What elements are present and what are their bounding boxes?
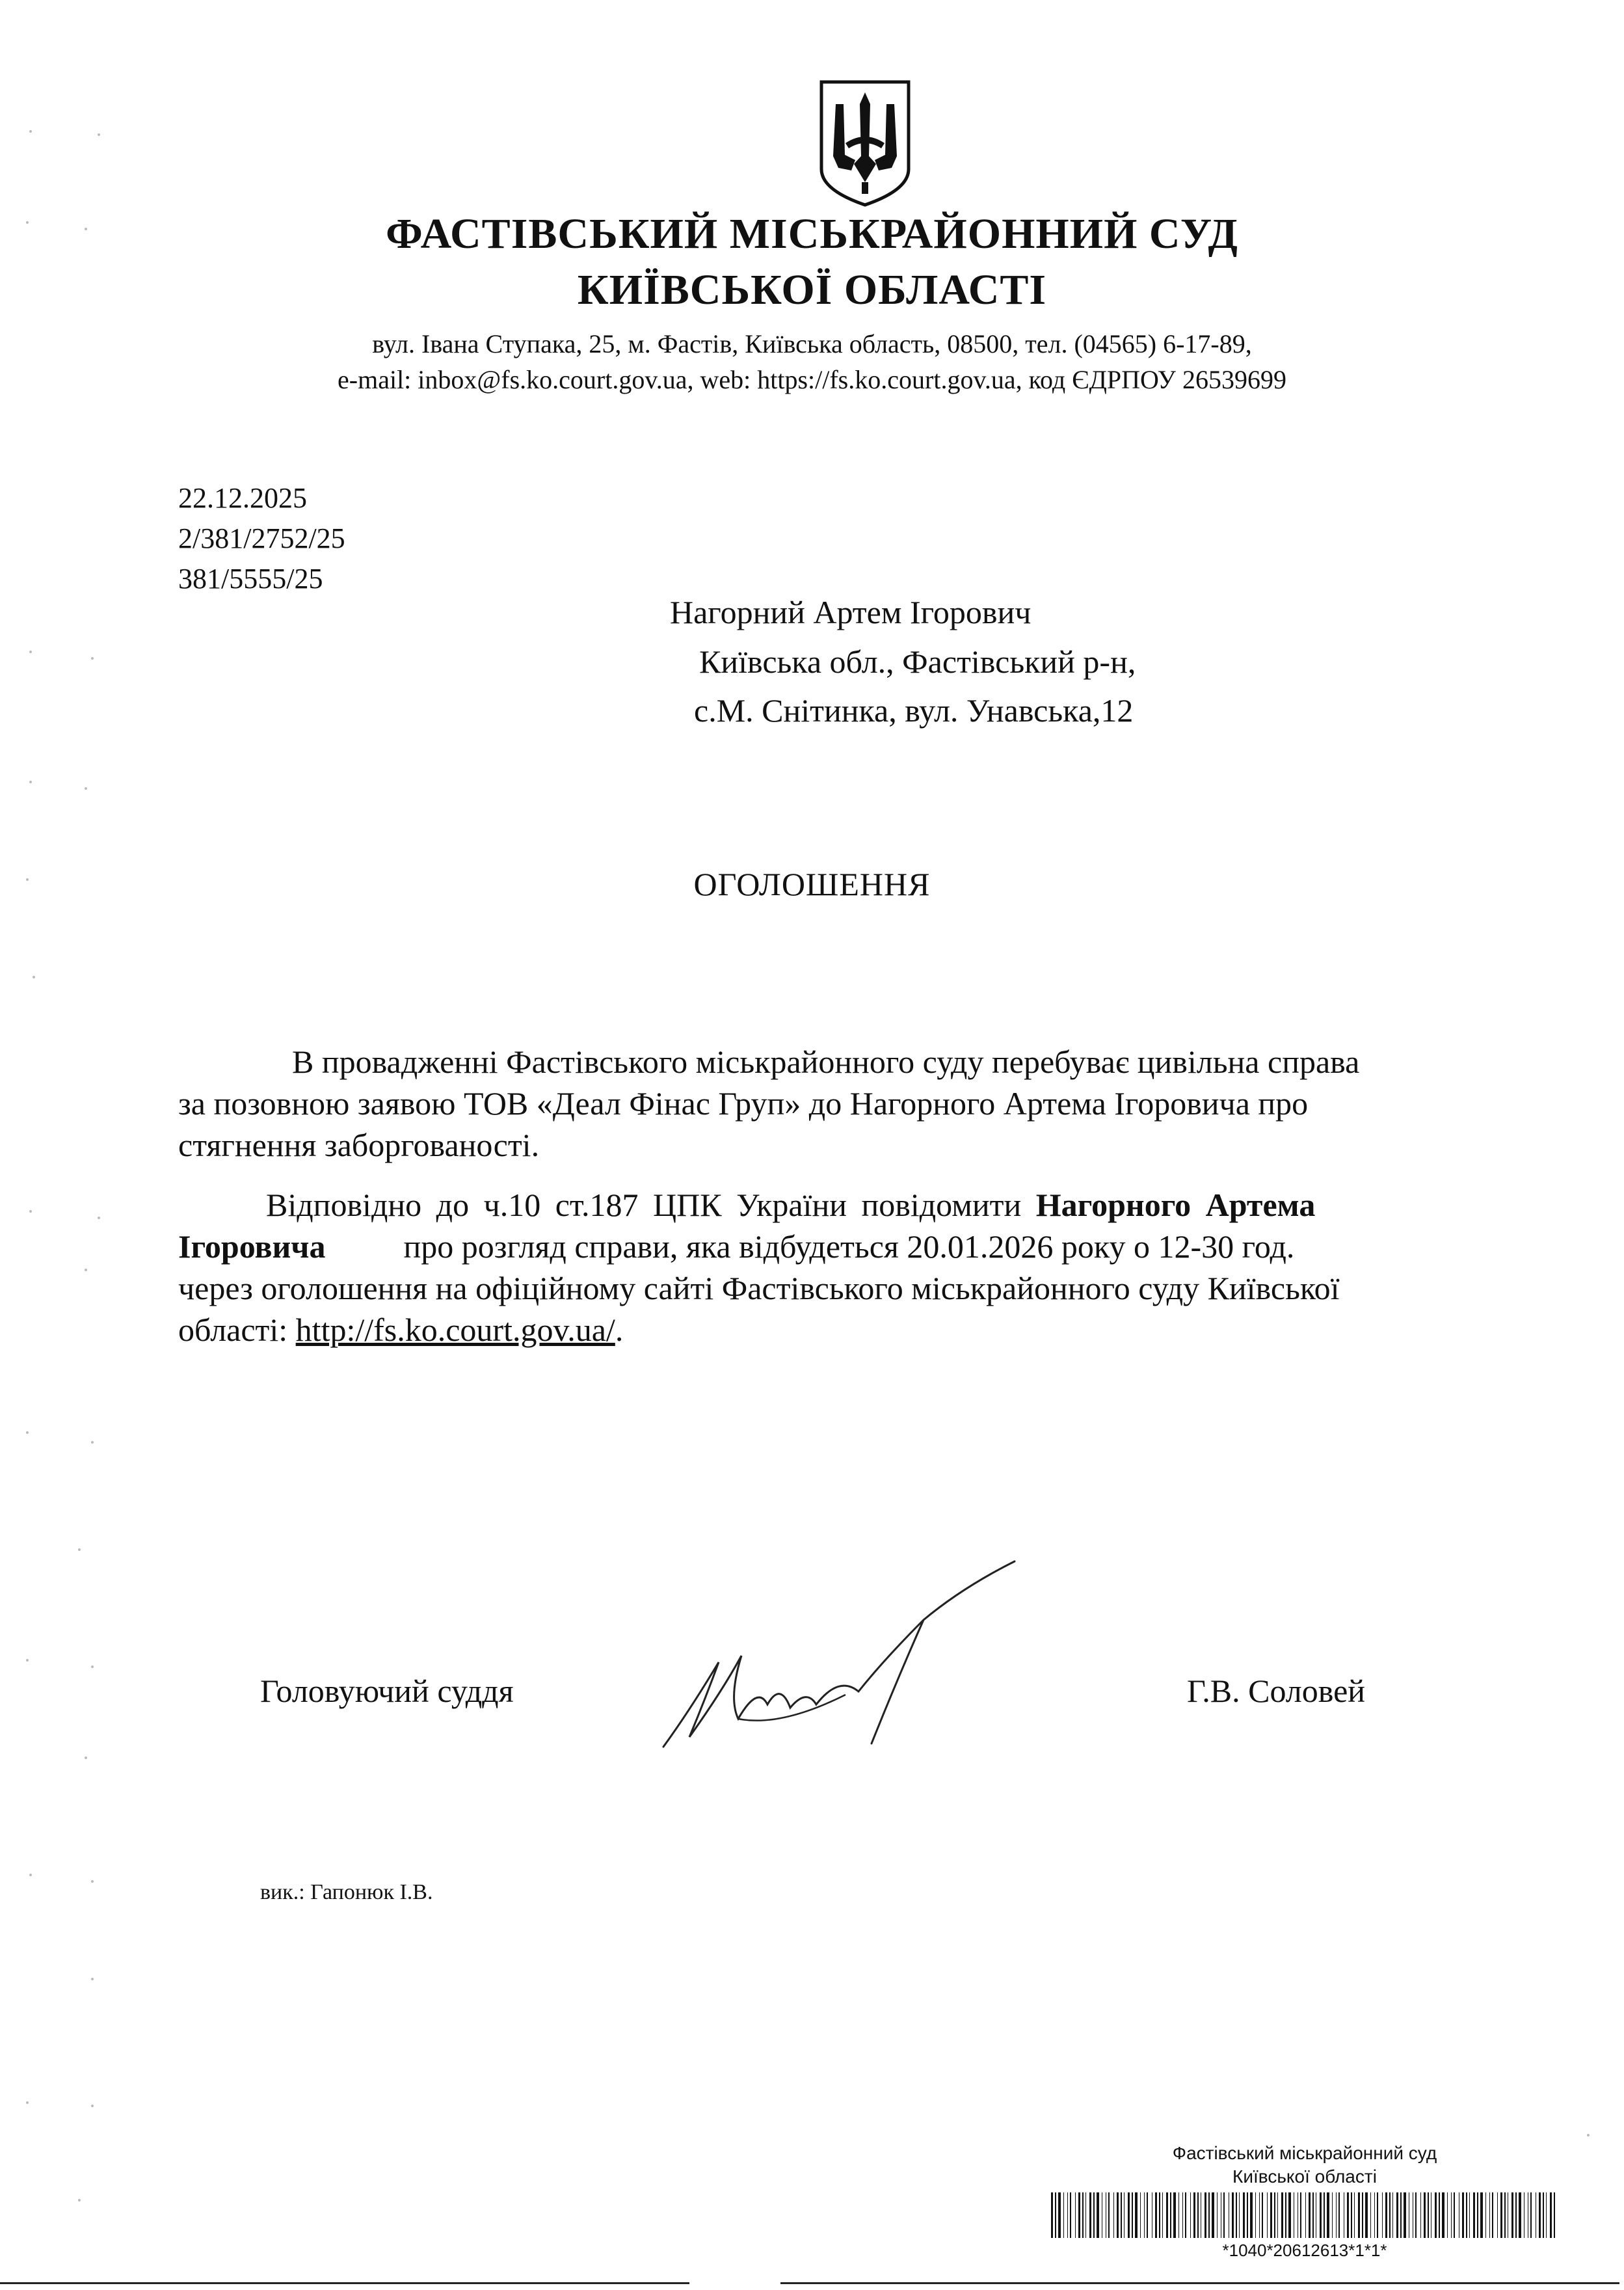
barcode-bar	[1281, 2192, 1283, 2238]
barcode-bar	[1347, 2192, 1349, 2238]
scan-dot	[85, 1269, 87, 1271]
scan-dot	[29, 781, 32, 783]
barcode-bar	[1217, 2192, 1218, 2238]
barcode-bar	[1063, 2192, 1064, 2238]
barcode-bar	[1485, 2192, 1486, 2238]
barcode-bar	[1132, 2192, 1133, 2238]
barcode-bar	[1428, 2192, 1429, 2238]
notice-p2-line4-start: області:	[178, 1312, 296, 1348]
barcode-bar	[1243, 2192, 1245, 2238]
case-number: 381/5555/25	[178, 563, 323, 595]
outgoing-number: 2/381/2752/25	[178, 522, 345, 554]
notice-paragraph-1	[178, 1041, 1546, 1166]
barcode-bar	[1085, 2192, 1086, 2238]
recipient-address-line2: с.М. Снітинка, вул. Унавська,12	[694, 692, 1134, 729]
barcode-bar	[1497, 2192, 1498, 2238]
barcode-bar	[1089, 2192, 1091, 2238]
scan-dot	[85, 787, 87, 790]
executor-note: вик.: Гапонюк І.В.	[260, 1880, 433, 1904]
barcode-bar	[1377, 2192, 1378, 2238]
barcode-bar	[1400, 2192, 1402, 2238]
barcode-bar	[1055, 2192, 1056, 2238]
defendant-patronymic-bold: Ігоровича	[178, 1228, 326, 1265]
barcode-bar	[1451, 2192, 1452, 2238]
coat-of-arms-icon	[816, 78, 914, 208]
recipient-address-line1: Київська обл., Фастівський р-н,	[699, 643, 1136, 680]
barcode-bar	[1385, 2192, 1387, 2238]
barcode-bar	[1135, 2192, 1138, 2238]
notice-p1-line1: В провадженні Фастівського міськрайонного суду перебуває цивільна справа	[292, 1044, 1360, 1080]
barcode-bar	[1300, 2192, 1301, 2238]
barcode-bar	[1113, 2192, 1114, 2238]
barcode-bar	[1511, 2192, 1513, 2238]
barcode-bar	[1435, 2192, 1437, 2238]
barcode-bar	[1466, 2192, 1467, 2238]
scan-dot	[26, 1431, 29, 1434]
document-date: 22.12.2025	[178, 482, 307, 514]
barcode-bar	[1190, 2192, 1191, 2238]
barcode-bar	[1389, 2192, 1391, 2238]
barcode-bar	[1236, 2192, 1237, 2238]
court-name-line1: ФАСТІВСЬКИЙ МІСЬКРАЙОННИЙ СУД	[386, 210, 1238, 258]
barcode-bar	[1178, 2192, 1179, 2238]
barcode-bar	[1255, 2192, 1256, 2238]
notice-p1-line3: стягнення заборгованості.	[178, 1127, 540, 1163]
court-name-line2: КИЇВСЬКОЇ ОБЛАСТІ	[577, 266, 1047, 314]
barcode-bar	[1205, 2192, 1206, 2238]
barcode-bar	[1515, 2192, 1517, 2238]
barcode-bar	[1212, 2192, 1214, 2238]
barcode-bar	[1262, 2192, 1263, 2238]
barcode-bar	[1554, 2192, 1555, 2238]
court-contact-line1: вул. Івана Ступака, 25, м. Фастів, Київська область, 08500, тел. (04565) 6-17-89,	[372, 329, 1252, 358]
barcode-bar	[1173, 2192, 1176, 2238]
barcode-bar	[1097, 2192, 1099, 2238]
scan-dot	[26, 221, 29, 224]
barcode-bar	[1128, 2192, 1130, 2238]
barcode-bar	[1166, 2192, 1168, 2238]
barcode-bar	[1530, 2192, 1532, 2238]
barcode-bar	[1327, 2192, 1329, 2238]
scan-dot	[85, 1757, 87, 1759]
barcode-bar	[1492, 2192, 1493, 2238]
barcode-bar	[1382, 2192, 1383, 2238]
barcode-bar	[1462, 2192, 1464, 2238]
scan-dot	[29, 1874, 32, 1876]
barcode-bar	[1447, 2192, 1448, 2238]
barcode-bar	[1324, 2192, 1325, 2238]
judge-name: Г.В. Соловей	[1187, 1673, 1366, 1709]
barcode-bar	[1259, 2192, 1260, 2238]
barcode-bar	[1121, 2192, 1122, 2238]
barcode-bar	[1480, 2192, 1483, 2238]
barcode-bar	[1078, 2192, 1080, 2238]
barcode-bar	[1365, 2192, 1368, 2238]
court-contact-line2: e-mail: inbox@fs.ko.court.gov.ua, web: https://fs.ko.court.gov.ua, код ЄДРПОУ 26539699	[338, 365, 1286, 394]
recipient-name: Нагорний Артем Ігорович	[670, 594, 1032, 630]
barcode-bar	[1354, 2192, 1355, 2238]
scan-dot	[98, 133, 100, 136]
scan-dot	[91, 1978, 94, 1980]
barcode-bar	[1274, 2192, 1275, 2238]
scan-dot	[1587, 2134, 1590, 2136]
barcode-bar	[1415, 2192, 1417, 2238]
barcode-bar	[1519, 2192, 1521, 2238]
scan-dot	[98, 1217, 100, 1219]
barcode-bar	[1239, 2192, 1240, 2238]
scan-bottom-line-right	[780, 2282, 1619, 2284]
notice-p2-line2-rest: про розгляд справи, яка відбудеться 20.01.2026 року о 12-30 год.	[403, 1228, 1295, 1265]
barcode-bar	[1267, 2192, 1268, 2238]
barcode-bar	[1247, 2192, 1248, 2238]
scan-dot	[85, 228, 87, 230]
scan-dot	[26, 2101, 29, 2104]
barcode-bar	[1124, 2192, 1125, 2238]
barcode-bar	[1358, 2192, 1360, 2238]
barcode-bar	[1058, 2192, 1061, 2238]
court-stamp-line1: Фастівський міськрайонний суд	[1172, 2143, 1437, 2163]
scan-dot	[33, 976, 35, 978]
court-website-link[interactable]: http://fs.ko.court.gov.ua/	[295, 1312, 615, 1348]
barcode-bar	[1093, 2192, 1095, 2238]
barcode-bar	[1108, 2192, 1110, 2238]
barcode-bar	[1439, 2192, 1440, 2238]
barcode-bar	[1197, 2192, 1199, 2238]
barcode-bar	[1374, 2192, 1375, 2238]
barcode-bar	[1404, 2192, 1406, 2238]
barcode-bar	[1208, 2192, 1210, 2238]
court-stamp-line2: Київської області	[1232, 2166, 1377, 2187]
barcode-bar	[1550, 2192, 1552, 2238]
barcode-bar	[1270, 2192, 1272, 2238]
barcode-bar	[1424, 2192, 1426, 2238]
scan-dot	[91, 657, 94, 660]
scan-dot	[91, 1665, 94, 1668]
scan-dot	[91, 1880, 94, 1883]
scan-dot	[29, 130, 32, 133]
scan-dot	[26, 1659, 29, 1662]
barcode-bar	[1170, 2192, 1171, 2238]
barcode-bar	[1051, 2192, 1053, 2238]
scan-dot	[91, 1441, 94, 1444]
document-meta	[178, 478, 345, 599]
barcode-text: *1040*20612613*1*1*	[1222, 2241, 1387, 2260]
notice-paragraph-2	[178, 1184, 1546, 1351]
barcode-bar	[1332, 2192, 1333, 2238]
barcode-bar	[1193, 2192, 1195, 2238]
barcode-bar	[1140, 2192, 1141, 2238]
barcode-bar	[1543, 2192, 1544, 2238]
barcode-bar	[1370, 2192, 1371, 2238]
barcode-bar	[1477, 2192, 1478, 2238]
barcode-bar	[1309, 2192, 1311, 2238]
barcode-icon	[1051, 2192, 1558, 2238]
barcode-bar	[1442, 2192, 1444, 2238]
barcode-bar	[1250, 2192, 1253, 2238]
barcode-bar	[1504, 2192, 1506, 2238]
barcode-bar	[1539, 2192, 1541, 2238]
scan-dot	[91, 2105, 94, 2107]
barcode-bar	[1117, 2192, 1119, 2238]
barcode-bar	[1147, 2192, 1148, 2238]
barcode-bar	[1277, 2192, 1278, 2238]
barcode-bar	[1489, 2192, 1490, 2238]
barcode-bar	[1500, 2192, 1502, 2238]
scan-dot	[78, 2199, 81, 2202]
barcode-bar	[1144, 2192, 1145, 2238]
barcode-bar	[1362, 2192, 1363, 2238]
barcode-bar	[1075, 2192, 1076, 2238]
notice-p2-line1-start: Відповідно до ч.10 ст.187 ЦПК України повідомити	[266, 1187, 1036, 1223]
notice-p1-line2: за позовною заявою ТОВ «Деал Фінас Груп» до Нагорного Артема Ігоровича про	[178, 1085, 1309, 1122]
barcode-bar	[1162, 2192, 1163, 2238]
signature-position: Головуючий суддя	[260, 1673, 514, 1709]
barcode-bar	[1232, 2192, 1234, 2238]
scan-dot	[78, 1548, 81, 1551]
barcode-bar	[1392, 2192, 1393, 2238]
notice-p2-line4-end: .	[615, 1312, 624, 1348]
scan-dot	[29, 651, 32, 653]
notice-title: ОГОЛОШЕННЯ	[693, 866, 931, 902]
barcode-bar	[1155, 2192, 1157, 2238]
barcode-bar	[1185, 2192, 1186, 2238]
defendant-name-bold: Нагорного Артема	[1035, 1187, 1316, 1223]
barcode-bar	[1469, 2192, 1470, 2238]
barcode-bar	[1285, 2192, 1286, 2238]
barcode-bar	[1223, 2192, 1225, 2238]
barcode-bar	[1305, 2192, 1306, 2238]
scan-bottom-line	[0, 2282, 689, 2284]
barcode-bar	[1082, 2192, 1084, 2238]
barcode-bar	[1396, 2192, 1398, 2238]
barcode-bar	[1312, 2192, 1314, 2238]
scan-dot	[26, 878, 29, 881]
barcode-bar	[1067, 2192, 1068, 2238]
barcode-bar	[1546, 2192, 1547, 2238]
scan-dot	[29, 1210, 32, 1213]
barcode-bar	[1473, 2192, 1475, 2238]
barcode-bar	[1338, 2192, 1340, 2238]
handwritten-signature	[650, 1548, 1067, 1763]
barcode-bar	[1320, 2192, 1322, 2238]
notice-p2-line3: через оголошення на офіційному сайті Фастівського міськрайонного суду Київської	[178, 1270, 1340, 1306]
barcode-bar	[1454, 2192, 1455, 2238]
barcode-bar	[1182, 2192, 1183, 2238]
barcode-bar	[1336, 2192, 1337, 2238]
barcode-bar	[1159, 2192, 1160, 2238]
barcode-bar	[1070, 2192, 1071, 2238]
barcode-bar	[1351, 2192, 1352, 2238]
barcode-bar	[1420, 2192, 1421, 2238]
barcode-bar	[1288, 2192, 1291, 2238]
